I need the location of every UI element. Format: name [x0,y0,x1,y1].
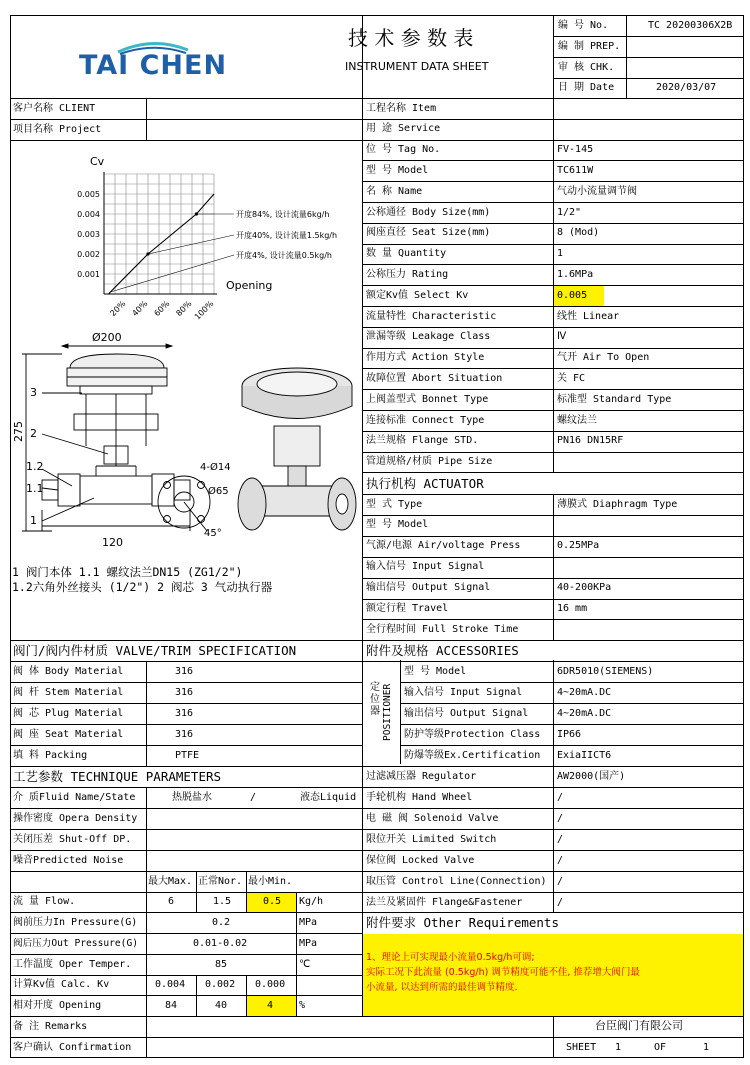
kv-nor: 0.002 [205,979,236,990]
positioner-field-label: 输出信号 Output Signal [404,708,529,719]
spec-value: 0.005 [557,289,588,301]
accessory-label: 电 磁 阀 Solenoid Valve [366,813,499,824]
spec-label: 阀座直径 Seat Size(mm) [366,227,491,239]
spec-label: 泄漏等级 Leakage Class [366,331,491,343]
chart-x-tick: 20% [108,299,128,318]
accessory-label: 保位阀 Locked Valve [366,855,475,866]
positioner-label-cn: 定位器 [370,682,380,717]
sheet-label: SHEET [566,1042,597,1053]
flow-unit: Kg/h [299,896,324,907]
accessory-label: 手轮机构 Hand Wheel [366,792,473,803]
spec-value: 螺纹法兰 [557,414,597,426]
trim-label: 阀 座 Seat Material [13,729,124,740]
positioner-field-label: 型 号 Model [404,666,467,677]
meta-label: 编 号 No. [558,20,609,31]
technique-title: 工艺参数 TECHNIQUE PARAMETERS [13,769,222,784]
trim-value: 316 [175,729,194,740]
logo-text: TAI CHEN [78,50,228,80]
actuator-value: 薄膜式 Diaphragm Type [557,498,678,510]
accessory-value: / [557,834,564,845]
client-label: 客户名称 CLIENT [13,103,96,114]
actuator-value: 40-200KPa [557,582,612,594]
trim-label: 填 料 Packing [13,750,88,761]
spec-label: 故障位置 Abort Situation [366,372,503,384]
temp-value: 85 [215,959,228,970]
positioner-field-value: IP66 [557,729,582,740]
accessory-label: 取压管 Control Line(Connection) [366,876,547,887]
flow-max: 6 [168,896,175,907]
dim-120: 120 [102,536,123,549]
opening-min: 4 [267,1000,274,1011]
remarks-label: 备 注 Remarks [13,1021,88,1032]
chart-y-tick: 0.004 [77,210,100,219]
actuator-label: 输入信号 Input Signal [366,561,485,573]
valve-drawing [12,326,360,564]
project-label: 项目名称 Project [13,124,102,135]
meta-value: TC 20200306X2B [648,20,733,31]
accessory-value: / [557,876,564,887]
dim-65: Ø65 [208,486,229,497]
temp-label: 工作温度 Oper Temper. [13,959,132,970]
part-label: 2 [30,427,37,440]
trim-label: 阀 芯 Plug Material [13,708,124,719]
spec-label: 上阀盖型式 Bonnet Type [366,393,489,405]
spec-value: 标准型 Standard Type [557,393,672,405]
dim-4-14: 4-Ø14 [200,462,231,473]
col-nor: 正常Nor. [198,876,243,887]
chart-x-tick: 80% [174,299,194,318]
accessory-value: / [557,897,564,908]
col-min: 最小Min. [248,876,293,887]
trim-label: 阀 体 Body Material [13,666,124,677]
spec-label: 工程名称 Item [366,102,437,114]
chart-annotation: 开度4%, 设计流量0.5kg/h [236,251,332,260]
positioner-field-value: 6DR5010(SIEMENS) [557,666,654,677]
trim-title: 阀门/阀内件材质 VALVE/TRIM SPECIFICATION [13,643,297,658]
chart-y-tick: 0.005 [77,190,100,199]
spec-label: 连接标准 Connect Type [366,414,485,426]
other-note-line1: 1、理论上可实现最小流量0.5kg/h可调; [366,952,535,963]
opening-max: 84 [165,1000,178,1011]
meta-label: 审 核 CHK. [558,62,615,73]
spec-value: 线性 Linear [557,310,620,322]
part-label: 3 [30,386,37,399]
chart-y-axis-label: Cv [90,155,105,168]
positioner-field-value: 4~20mA.DC [557,687,612,698]
temp-unit: ℃ [299,959,311,970]
in-pressure-label: 阀前压力In Pressure(G) [13,917,138,928]
spec-label: 用 途 Service [366,123,441,135]
fluid-label: 介 质Fluid Name/State [13,792,136,803]
spec-label: 公称通径 Body Size(mm) [366,206,491,218]
actuator-label: 额定行程 Travel [366,603,449,614]
spec-label: 型 号 Model [366,164,429,176]
positioner-field-value: 4~20mA.DC [557,708,612,719]
opening-label: 相对开度 Opening [13,1000,102,1011]
shutoff-label: 关闭压差 Shut-Off DP. [13,834,132,845]
flow-nor: 1.5 [213,896,232,907]
sheet-total: 1 [703,1042,710,1053]
flow-min: 0.5 [263,896,282,907]
positioner-field-label: 防护等级Protection Class [404,729,541,740]
sheet-of: OF [654,1042,667,1053]
sheet-title-en: INSTRUMENT DATA SHEET [345,60,489,73]
actuator-label: 型 号 Model [366,519,429,531]
chart-x-tick: 100% [192,299,216,322]
chart-annotation: 开度40%, 设计流量1.5kg/h [236,231,338,240]
spec-value: 关 FC [557,372,586,384]
chart-annotation: 开度84%, 设计流量6kg/h [236,210,330,219]
spec-label: 管道规格/材质 Pipe Size [366,456,493,468]
chart-x-tick: 60% [152,299,172,318]
chart-y-tick: 0.003 [77,230,100,239]
actuator-title: 执行机构 ACTUATOR [366,476,484,491]
accessory-value: / [557,813,564,824]
company-logo [58,38,248,80]
accessory-label: 法兰及紧固件 Flange&Fastener [366,897,523,908]
col-max: 最大Max. [148,876,193,887]
fluid-separator: / [250,792,257,803]
chart-x-axis-label: Opening [226,279,273,292]
fluid-state: 液态Liquid [300,792,357,803]
spec-label: 数 量 Quantity [366,248,447,260]
fluid-name: 热脱盐水 [172,792,212,803]
meta-label: 日 期 Date [558,82,615,93]
chart-y-tick: 0.001 [77,270,100,279]
in-pressure-value: 0.2 [212,917,231,928]
trim-value: 316 [175,708,194,719]
trim-label: 阀 杆 Stem Material [13,687,124,698]
spec-label: 法兰规格 Flange STD. [366,435,479,447]
out-pressure-label: 阀后压力Out Pressure(G) [13,938,139,949]
cv-opening-chart [12,142,362,322]
actuator-value: 16 mm [557,603,588,614]
part-label: 1.2 [26,460,44,473]
sheet-number: 1 [615,1042,622,1053]
spec-value: 1/2" [557,206,582,218]
dim-275: 275 [12,421,25,442]
positioner-field-label: 防爆等级Ex.Certification [404,750,541,761]
trim-value: PTFE [175,750,200,761]
other-note-line3: 小流量, 以达到所需的最佳调节精度. [366,982,518,993]
actuator-value: 0.25MPa [557,540,600,552]
spec-value: 1.6MPa [557,268,594,280]
kv-min: 0.000 [255,979,286,990]
spec-value: FV-145 [557,144,594,156]
out-pressure-value: 0.01-0.02 [193,938,248,949]
dim-45: 45° [204,528,222,539]
company-name: 台臣阀门有限公司 [595,1019,683,1032]
opening-nor: 40 [215,1000,228,1011]
spec-label: 作用方式 Action Style [366,352,485,364]
spec-label: 名 称 Name [366,185,423,197]
actuator-label: 气源/电源 Air/voltage Press [366,540,521,552]
opera-density-label: 操作密度 Opera Density [13,813,138,824]
part-label: 1 [30,514,37,527]
actuator-label: 型 式 Type [366,498,423,510]
flow-label: 流 量 Flow. [13,896,76,907]
spec-value: Ⅳ [557,331,567,343]
spec-value: TC611W [557,164,594,176]
accessory-value: / [557,792,564,803]
part-label: 1.1 [26,482,44,495]
spec-value: 气动小流量调节阀 [557,185,637,197]
confirmation-label: 客户确认 Confirmation [13,1042,132,1053]
meta-value: 2020/03/07 [656,82,717,93]
spec-value: 8 (Mod) [557,227,600,239]
spec-label: 额定Kv值 Select Kv [366,289,469,301]
positioner-field-label: 输入信号 Input Signal [404,687,523,698]
trim-value: 316 [175,687,194,698]
other-note-line2: 实际工况下此流量 (0.5kg/h) 调节精度可能不佳, 推荐增大阀门最 [366,967,640,978]
accessories-title: 附件及规格 ACCESSORIES [366,643,519,658]
actuator-label: 全行程时间 Full Stroke Time [366,623,519,635]
chart-x-tick: 40% [130,299,150,318]
kv-label: 计算Kv值 Calc. Kv [13,979,110,990]
spec-value: 1 [557,248,564,260]
accessory-value: AW2000(国产) [557,771,626,782]
spec-label: 流量特性 Characteristic [366,310,497,322]
actuator-label: 输出信号 Output Signal [366,582,491,594]
positioner-field-value: ExiaIICT6 [557,750,612,761]
accessory-value: / [557,855,564,866]
spec-label: 位 号 Tag No. [366,144,441,156]
kv-max: 0.004 [155,979,186,990]
noise-label: 噪音Predicted Noise [13,855,124,866]
in-pressure-unit: MPa [299,917,318,928]
accessory-label: 过滤减压器 Regulator [366,771,477,782]
out-pressure-unit: MPa [299,938,318,949]
spec-label: 公称压力 Rating [366,268,449,280]
meta-label: 编 制 PREP. [558,41,621,52]
accessory-label: 限位开关 Limited Switch [366,834,497,845]
positioner-label-en: POSITIONER [382,683,393,741]
drawing-legend-line1: 1 阀门本体 1.1 螺纹法兰DN15 (ZG1/2") [12,565,243,579]
trim-value: 316 [175,666,194,677]
spec-value: 气开 Air To Open [557,352,650,364]
chart-y-tick: 0.002 [77,250,100,259]
drawing-legend-line2: 1.2六角外丝接头 (1/2") 2 阀芯 3 气动执行器 [12,580,273,594]
sheet-title-cn: 技 术 参 数 表 [348,26,474,50]
spec-value: PN16 DN15RF [557,435,624,447]
dim-200: Ø200 [92,331,122,344]
other-title: 附件要求 Other Requirements [366,915,559,930]
opening-unit: % [299,1000,306,1011]
